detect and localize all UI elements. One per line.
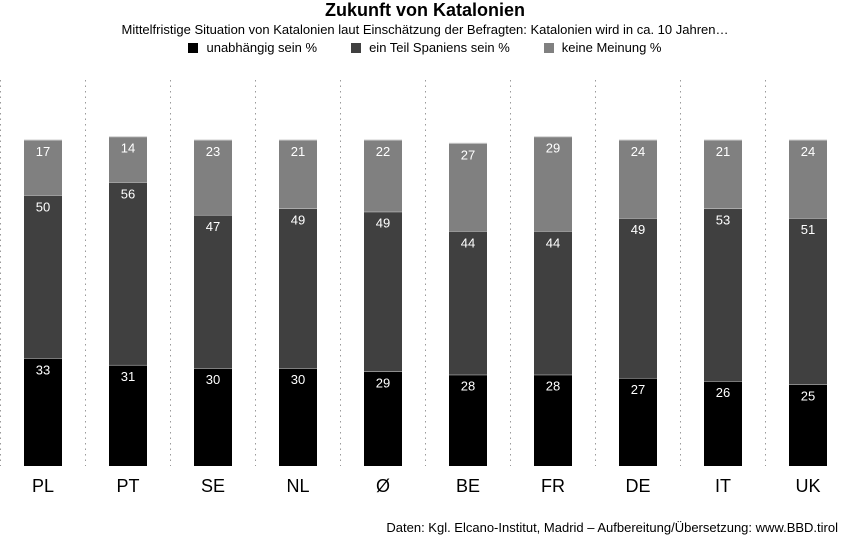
x-tick-label: DE bbox=[625, 476, 651, 496]
bar-segment bbox=[194, 215, 232, 368]
x-tick-label: Ø bbox=[375, 476, 391, 496]
data-label: 24 bbox=[630, 144, 646, 159]
data-label: 53 bbox=[715, 212, 731, 228]
bar-segment bbox=[449, 231, 487, 374]
bar-segment bbox=[279, 208, 317, 368]
source-note: Daten: Kgl. Elcano-Institut, Madrid – Aufbereitung/Übersetzung: www.BBD.tirol bbox=[386, 520, 838, 535]
bar-segment bbox=[364, 212, 402, 372]
data-label: 27 bbox=[460, 147, 476, 163]
x-tick-label: NL bbox=[286, 476, 310, 496]
data-label: 26 bbox=[715, 385, 731, 401]
data-label: 24 bbox=[800, 144, 816, 159]
data-label: 30 bbox=[205, 372, 221, 388]
data-label: 49 bbox=[630, 222, 646, 238]
bar-segment bbox=[534, 231, 572, 374]
bar-segment bbox=[24, 195, 62, 358]
data-label: 51 bbox=[800, 222, 816, 238]
legend-label-spain: ein Teil Spaniens sein % bbox=[369, 40, 510, 55]
data-label: 25 bbox=[800, 388, 816, 404]
x-tick-label: UK bbox=[795, 476, 821, 496]
x-tick-label: FR bbox=[541, 476, 565, 496]
data-label: 17 bbox=[35, 144, 51, 159]
bar-segment bbox=[704, 208, 742, 381]
data-label: 30 bbox=[290, 372, 306, 388]
x-tick-label: SE bbox=[200, 476, 226, 496]
x-tick-label: PT bbox=[116, 476, 140, 496]
x-tick-label: IT bbox=[715, 476, 731, 496]
data-label: 28 bbox=[545, 378, 561, 394]
chart-title: Zukunft von Katalonien bbox=[325, 0, 525, 20]
data-label: 21 bbox=[290, 144, 306, 159]
data-label: 31 bbox=[120, 368, 136, 384]
chart-subtitle: Mittelfristige Situation von Katalonien laut Einschätzung der Befragten: Katalonien wird in ca. 10 Jahren… bbox=[121, 22, 729, 37]
data-label: 22 bbox=[375, 144, 391, 159]
legend-label-independent: unabhängig sein % bbox=[206, 40, 318, 55]
data-label: 56 bbox=[120, 186, 136, 202]
data-label: 50 bbox=[35, 199, 51, 215]
data-label: 27 bbox=[630, 381, 646, 397]
bar-segment bbox=[619, 218, 657, 378]
bar-segment bbox=[109, 182, 147, 365]
bar-segment bbox=[789, 218, 827, 384]
data-label: 28 bbox=[460, 378, 476, 394]
data-label: 14 bbox=[120, 140, 136, 156]
data-label: 29 bbox=[545, 140, 561, 156]
data-label: 23 bbox=[205, 144, 221, 159]
data-label: 44 bbox=[460, 235, 476, 251]
data-label: 49 bbox=[290, 212, 306, 228]
data-label: 21 bbox=[715, 144, 731, 159]
x-tick-label: BE bbox=[455, 476, 481, 496]
legend-label-no-opinion: keine Meinung % bbox=[561, 40, 662, 55]
x-tick-label: PL bbox=[31, 476, 55, 496]
data-label: 44 bbox=[545, 235, 561, 251]
data-label: 47 bbox=[205, 218, 221, 234]
data-label: 29 bbox=[375, 375, 391, 391]
data-label: 33 bbox=[35, 362, 51, 378]
data-label: 49 bbox=[375, 215, 391, 231]
